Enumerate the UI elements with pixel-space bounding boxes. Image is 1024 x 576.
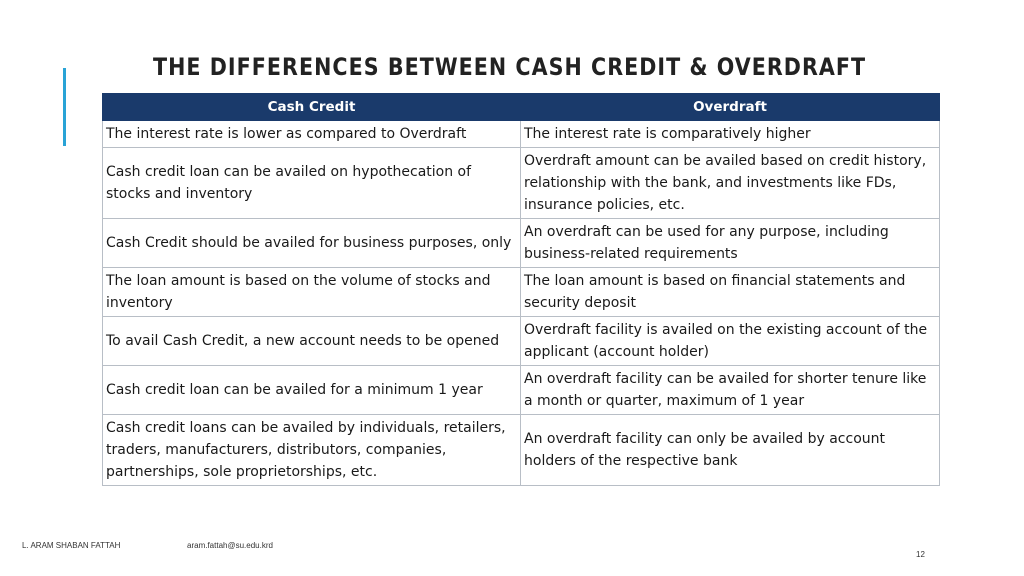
overdraft-cell: Overdraft facility is availed on the existing account of the applicant (account holder) bbox=[521, 317, 940, 366]
cash-credit-cell: Cash Credit should be availed for business purposes, only bbox=[103, 219, 521, 268]
table-row bbox=[103, 415, 940, 486]
table-row bbox=[103, 121, 940, 148]
table-row bbox=[103, 219, 940, 268]
overdraft-cell: The interest rate is comparatively higher bbox=[521, 121, 940, 148]
header-cash-credit: Cash Credit bbox=[103, 94, 521, 121]
page-number: 12 bbox=[916, 550, 925, 559]
overdraft-cell: An overdraft facility can be availed for shorter tenure like a month or quarter, maximum of 1 year bbox=[521, 366, 940, 415]
footer-email: aram.fattah@su.edu.krd bbox=[187, 541, 273, 550]
cash-credit-cell: The interest rate is lower as compared to Overdraft bbox=[103, 121, 521, 148]
overdraft-cell: An overdraft can be used for any purpose, including business-related requirements bbox=[521, 219, 940, 268]
cash-credit-cell: Cash credit loans can be availed by individuals, retailers, traders, manufacturers, distributors, companies, partnerships, sole proprietorships, etc. bbox=[103, 415, 521, 486]
slide-title: THE DIFFERENCES BETWEEN CASH CREDIT & OVERDRAFT bbox=[153, 53, 867, 81]
table-row bbox=[103, 317, 940, 366]
table-row bbox=[103, 366, 940, 415]
table-header-row bbox=[103, 94, 940, 121]
table-row bbox=[103, 268, 940, 317]
overdraft-cell: The loan amount is based on financial statements and security deposit bbox=[521, 268, 940, 317]
cash-credit-cell: The loan amount is based on the volume of stocks and inventory bbox=[103, 268, 521, 317]
accent-line bbox=[63, 68, 66, 146]
cash-credit-cell: Cash credit loan can be availed for a minimum 1 year bbox=[103, 366, 521, 415]
overdraft-cell: An overdraft facility can only be availed by account holders of the respective bank bbox=[521, 415, 940, 486]
cash-credit-cell: Cash credit loan can be availed on hypothecation of stocks and inventory bbox=[103, 148, 521, 219]
footer-author: L. ARAM SHABAN FATTAH bbox=[22, 541, 121, 550]
cash-credit-cell: To avail Cash Credit, a new account needs to be opened bbox=[103, 317, 521, 366]
table-row bbox=[103, 148, 940, 219]
comparison-table bbox=[102, 93, 940, 486]
header-overdraft: Overdraft bbox=[521, 94, 940, 121]
overdraft-cell: Overdraft amount can be availed based on credit history, relationship with the bank, and investments like FDs, insurance policies, etc. bbox=[521, 148, 940, 219]
